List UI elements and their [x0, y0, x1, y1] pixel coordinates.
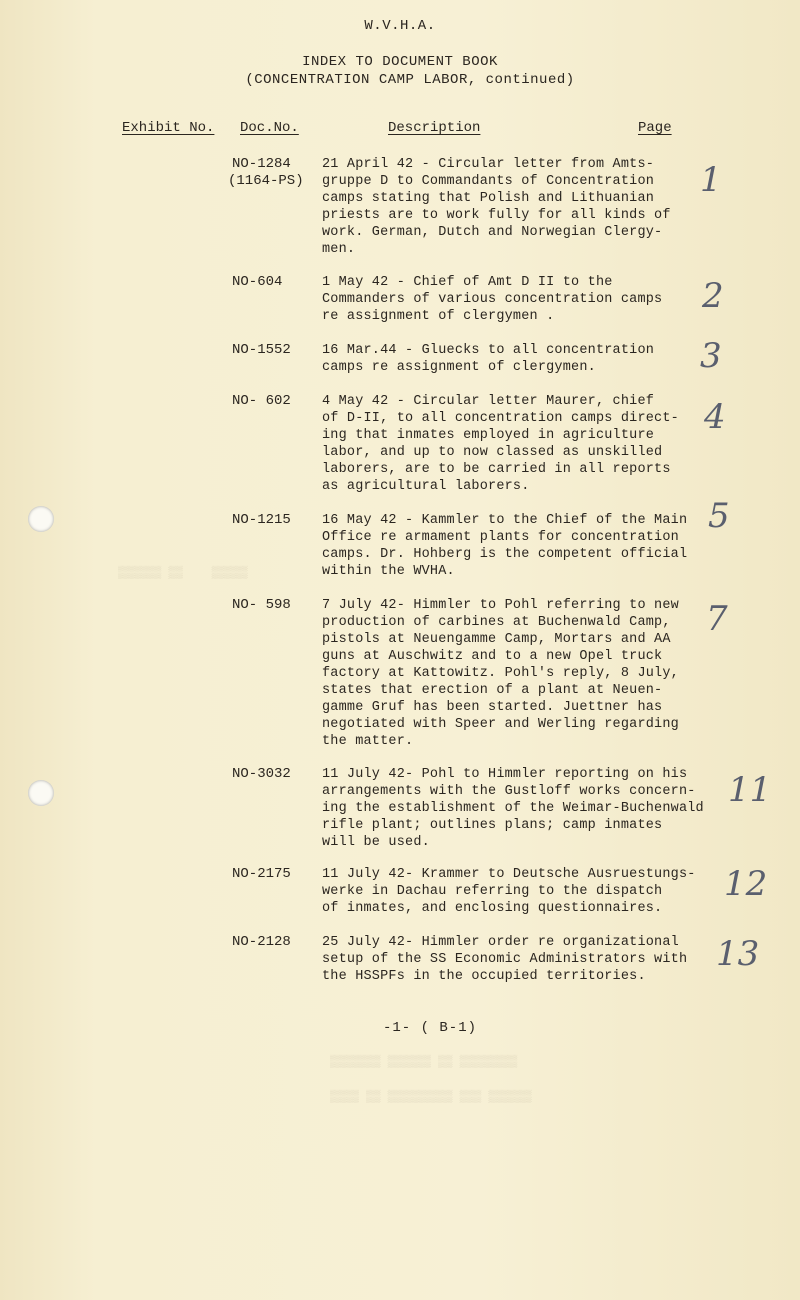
- column-header-exhibit: Exhibit No.: [122, 120, 215, 136]
- column-header-page: Page: [638, 120, 672, 136]
- doc-number: NO-3032: [232, 766, 291, 782]
- entry-description: 25 July 42- Himmler order re organizational setup of the SS Economic Administrators with the HSSPFs in the occupied territories.: [322, 935, 688, 984]
- doc-number: NO-2175: [232, 866, 291, 882]
- entry-description: 11 July 42- Krammer to Deutsche Ausruestungs- werke in Dachau referring to the dispatch of inmates, and enclosing questionnaires.: [322, 867, 696, 916]
- doc-number: NO- 598: [232, 597, 291, 613]
- page-number: 13: [716, 934, 760, 974]
- doc-number: NO-1552: [232, 342, 291, 358]
- entry-description: 21 April 42 - Circular letter from Amts- gruppe D to Commandants of Concentration camps stating that Polish and Lithuanian priests are to work fully for all kinds of work. German, Dutch and Norwegian Clergy- men.: [322, 157, 671, 257]
- page-number: 4: [704, 397, 726, 437]
- page-number: 3: [700, 336, 722, 376]
- page-number: 5: [708, 496, 730, 536]
- entry-description: 4 May 42 - Circular letter Maurer, chief of D-II, to all concentration camps direct- ing that inmates employed in agriculture labor, and up to now classed as unskilled laborers, are to be carried in all reports as agricultural laborers.: [322, 394, 679, 494]
- page-footer: -1- ( B-1): [382, 1020, 477, 1036]
- punch-hole: [28, 506, 54, 532]
- bleed-through: ▒▒▒▒ ▒▒ ▒▒▒▒▒▒▒▒▒ ▒▒▒ ▒▒▒▒▒▒: [330, 1090, 532, 1104]
- doc-number: NO-1215: [232, 512, 291, 528]
- doc-number: NO-1284 (1164-PS): [228, 156, 304, 189]
- entry-description: 16 May 42 - Kammler to the Chief of the Main Office re armament plants for concentration camps. Dr. Hohberg is the competent official within the WVHA.: [322, 513, 688, 579]
- page-number: 11: [728, 770, 772, 810]
- page-number: 1: [700, 160, 722, 200]
- bleed-through: ▒▒▒▒▒▒ ▒▒ ▒▒▒▒▒: [118, 566, 248, 580]
- bleed-through: ▒▒▒▒▒▒▒ ▒▒▒▒▒▒ ▒▒ ▒▒▒▒▒▒▒▒: [330, 1055, 518, 1069]
- column-header-description: Description: [388, 120, 481, 136]
- entry-description: 1 May 42 - Chief of Amt D II to the Commanders of various concentration camps re assignment of clergymen .: [322, 275, 663, 324]
- org-heading: W.V.H.A.: [364, 18, 436, 34]
- entry-description: 7 July 42- Himmler to Pohl referring to new production of carbines at Buchenwald Camp, pistols at Neuengamme Camp, Mortars and AA guns at Auschwitz and to a new Opel truck factory at Kattowitz. Pohl's reply, 8 July, states that erection of a plant at Neuen- gamme Gruf has been started. Juettner has negotiated with Speer and Werling regarding the matter.: [322, 598, 679, 749]
- page-number: 12: [724, 864, 768, 904]
- column-header-doc: Doc.No.: [240, 120, 299, 136]
- document-title: INDEX TO DOCUMENT BOOK: [302, 54, 498, 70]
- entry-description: 16 Mar.44 - Gluecks to all concentration camps re assignment of clergymen.: [322, 343, 655, 375]
- punch-hole: [28, 780, 54, 806]
- doc-number: NO-604: [232, 274, 283, 290]
- entry-description: 11 July 42- Pohl to Himmler reporting on his arrangements with the Gustloff works concern- ing the establishment of the Weimar-Buchenwald rifle plant; outlines plans; camp inmates will be used.: [322, 767, 704, 850]
- doc-number: NO- 602: [232, 393, 291, 409]
- page-number: 7: [706, 599, 728, 639]
- page-number: 2: [702, 276, 724, 316]
- doc-number: NO-2128: [232, 934, 291, 950]
- document-subtitle: (CONCENTRATION CAMP LABOR, continued): [245, 72, 575, 88]
